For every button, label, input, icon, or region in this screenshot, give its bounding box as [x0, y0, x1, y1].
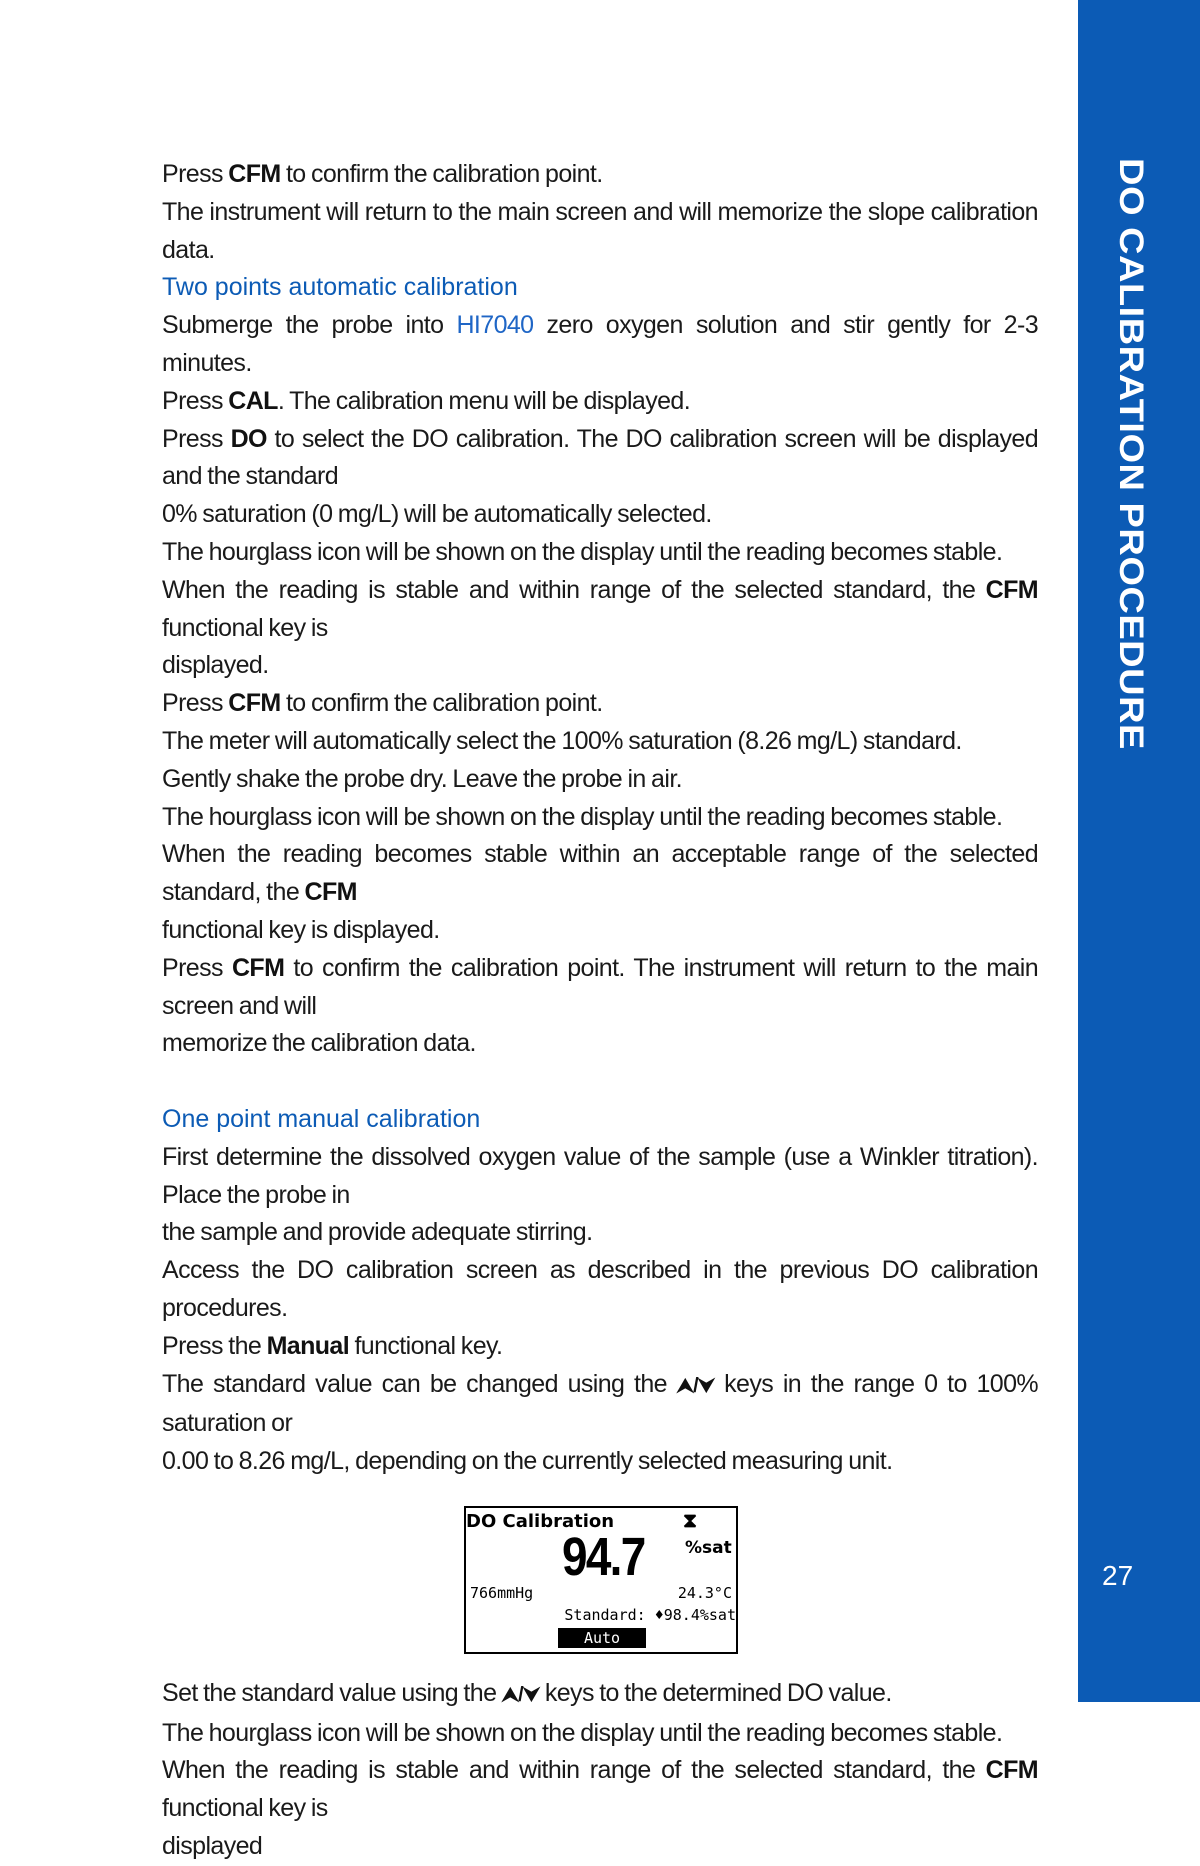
paragraph-access-screen: Access the DO calibration screen as described in the previous DO calibration procedures.	[162, 1256, 1038, 1322]
heading-two-points: Two points automatic calibration	[162, 273, 518, 302]
paragraph-press-do-cont: 0% saturation (0 mg/L) will be automatically selected.	[162, 500, 712, 529]
paragraph-confirm-3-cont: memorize the calibration data.	[162, 1029, 476, 1058]
paragraph-confirm-2: Press CFM to confirm the calibration point.	[162, 689, 603, 718]
paragraph-winkler-cont: the sample and provide adequate stirring.	[162, 1218, 593, 1247]
paragraph-submerge: Submerge the probe into HI7040 zero oxygen solution and stir gently for 2-3 minutes.	[162, 311, 1038, 377]
lcd-pressure: 766mmHg	[470, 1583, 534, 1602]
paragraph-standard-range: The standard value can be changed using the ⮝/⮟ keys in the range 0 to 100% saturation or	[162, 1369, 1038, 1438]
lcd-screen	[464, 1506, 738, 1654]
up-down-arrow-icon: ⮝/⮟	[676, 1374, 715, 1397]
paragraph-standard-range-cont: 0.00 to 8.26 mg/L, depending on the currently selected measuring unit.	[162, 1447, 893, 1476]
heading-one-point-manual: One point manual calibration	[162, 1104, 481, 1133]
paragraph-set-standard: Set the standard value using the ⮝/⮟ keys to the determined DO value.	[162, 1678, 892, 1707]
paragraph-hourglass-3: The hourglass icon will be shown on the display until the reading becomes stable.	[162, 1718, 1003, 1747]
lcd-unit: %sat	[685, 1537, 732, 1558]
paragraph-auto-select: The meter will automatically select the 100% saturation (8.26 mg/L) standard.	[162, 726, 962, 755]
section-title: DO CALIBRATION PROCEDURE	[1111, 158, 1150, 750]
paragraph-confirm-1: Press CFM to confirm the calibration point.	[162, 160, 603, 188]
paragraph-hourglass-2: The hourglass icon will be shown on the display until the reading becomes stable.	[162, 802, 1003, 831]
paragraph-winkler: First determine the dissolved oxygen value of the sample (use a Winkler titration). Place the probe in	[162, 1142, 1038, 1209]
paragraph-stable-3: When the reading is stable and within range of the selected standard, the CFM functional key is	[162, 1756, 1038, 1823]
paragraph-stable-1-cont: displayed.	[162, 651, 269, 680]
up-down-arrow-icon: ⮝/⮟	[501, 1683, 540, 1706]
page-number: 27	[1102, 1560, 1134, 1591]
paragraph-return-main: The instrument will return to the main screen and will memorize the slope calibration data.	[162, 197, 1038, 264]
paragraph-press-do: Press DO to select the DO calibration. The DO calibration screen will be displayed and the standard	[162, 424, 1039, 491]
paragraph-stable-2-cont: functional key is displayed.	[162, 915, 440, 944]
lcd-title: DO Calibration	[466, 1510, 615, 1532]
page-content	[162, 156, 1038, 1866]
paragraph-confirm-3: Press CFM to confirm the calibration point. The instrument will return to the main screen and will	[162, 953, 1039, 1020]
paragraph-shake-dry: Gently shake the probe dry. Leave the probe in air.	[162, 764, 683, 793]
paragraph-press-cal: Press CAL. The calibration menu will be displayed.	[162, 386, 691, 415]
paragraph-stable-2: When the reading becomes stable within an acceptable range of the selected standard, the CFM	[162, 840, 1038, 907]
lcd-temperature: 24.3°C	[677, 1583, 732, 1602]
lcd-auto-key[interactable]: Auto	[558, 1628, 646, 1648]
paragraph-hourglass-1: The hourglass icon will be shown on the display until the reading becomes stable.	[162, 537, 1003, 566]
hi7040-link[interactable]: HI7040	[456, 311, 534, 340]
lcd-figure	[162, 1481, 1038, 1675]
paragraph-press-manual: Press the Manual functional key.	[162, 1331, 503, 1360]
paragraph-stable-3-cont: displayed	[162, 1832, 263, 1861]
lcd-reading: 94.7	[562, 1526, 645, 1587]
lcd-standard: Standard: ♦98.4%sat	[564, 1605, 736, 1624]
hourglass-icon: ⧗	[683, 1507, 698, 1532]
paragraph-stable-1: When the reading is stable and within range of the selected standard, the CFM functional key is	[162, 575, 1038, 642]
